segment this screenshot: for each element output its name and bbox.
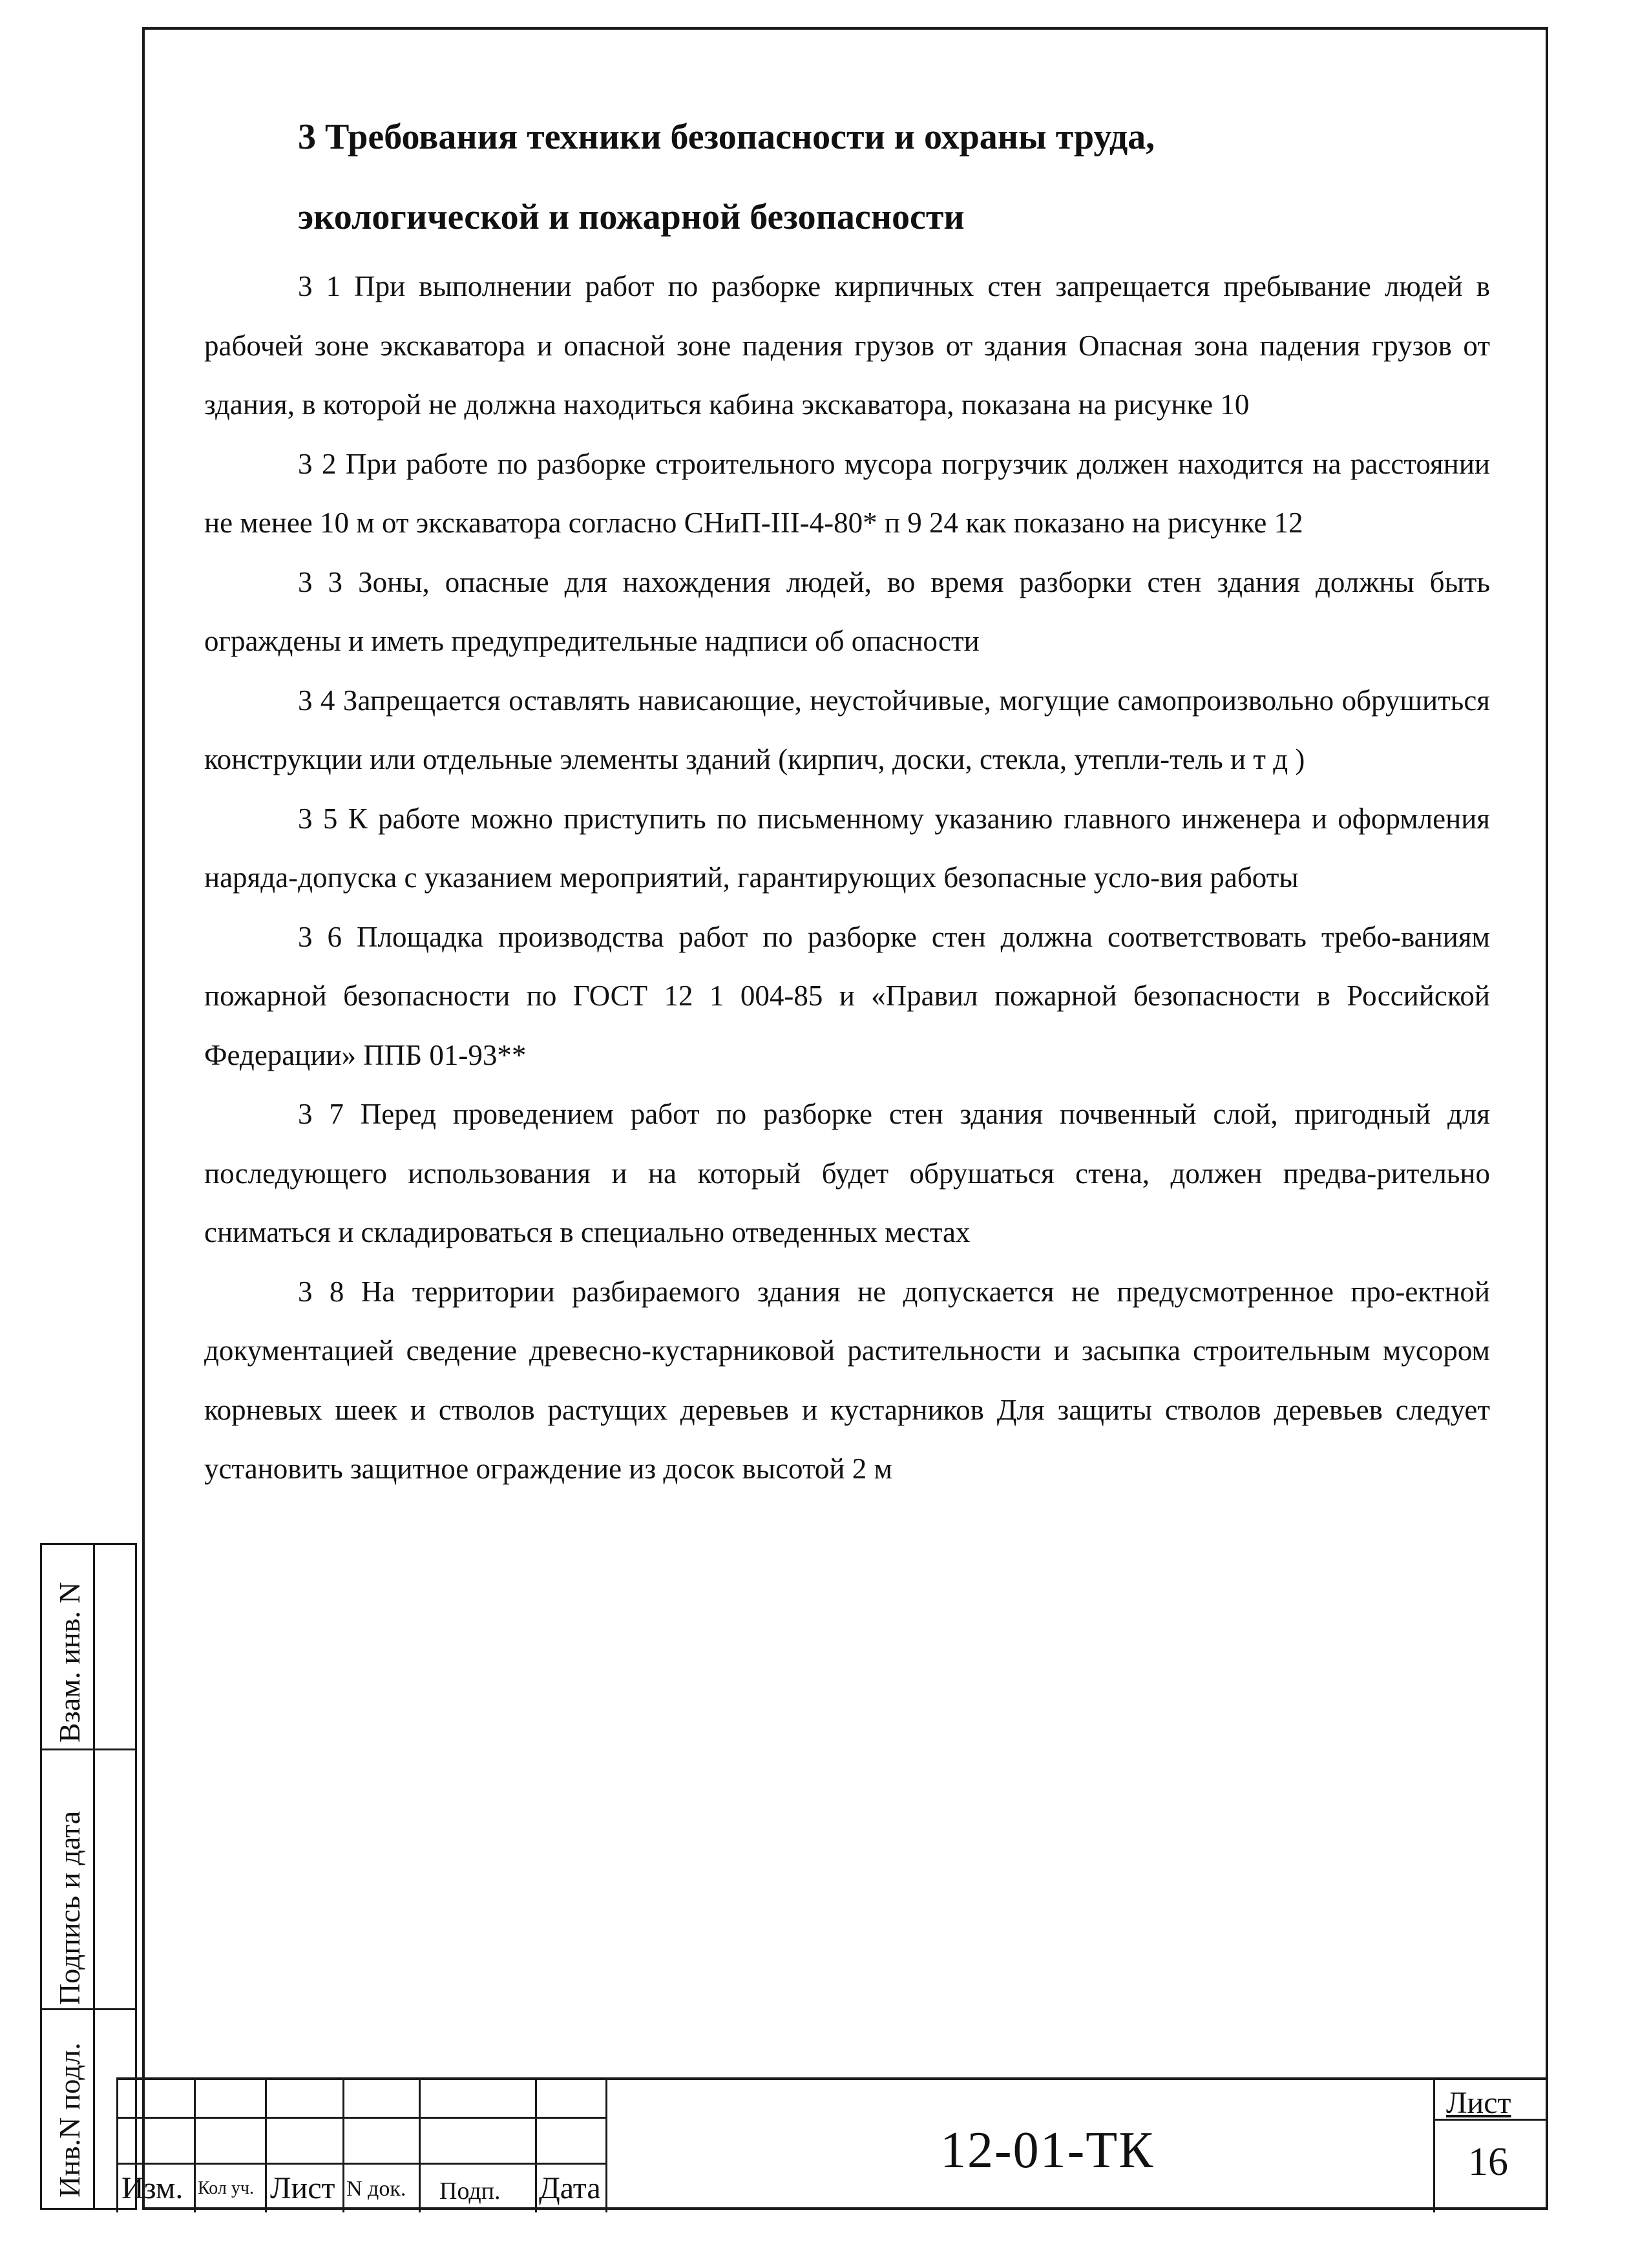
kol-uch-label: Кол уч. xyxy=(198,2178,254,2198)
title-block-left-border xyxy=(116,2080,118,2212)
column-divider xyxy=(265,2080,267,2212)
sheet-box-divider xyxy=(1433,2080,1435,2212)
column-divider xyxy=(535,2080,537,2212)
section-heading-line-1: 3 Требования техники безопасности и охраны труда, xyxy=(298,117,1155,157)
podpis-data-label: Подпись и дата xyxy=(53,1811,86,2005)
revision-row-line xyxy=(116,2117,607,2119)
column-divider xyxy=(419,2080,421,2212)
paragraph-3-7: 3 7 Перед проведением работ по разборке стен здания почвенный слой, пригодный для последующего использования и на который будет обрушаться стена, должен предва-рительно сниматься и складироваться в специально отведенных местах xyxy=(204,1098,1490,1248)
data-label: Дата xyxy=(539,2171,601,2205)
paragraph-3-4: 3 4 Запрещается оставлять нависающие, неустойчивые, могущие самопроизвольно обрушиться конструкции или отдельные элементы зданий (кирпич, доски, стекла, утепли-тель и т д ) xyxy=(204,684,1490,775)
sheet-number: 16 xyxy=(1468,2140,1508,2184)
podp-label: Подп. xyxy=(439,2178,501,2205)
paragraph-3-2: 3 2 При работе по разборке строительного мусора погрузчик должен находится на расстоянии не менее 10 м от экскаватора согласно СНиП-III-4-80* п 9 24 как показано на рисунке 12 xyxy=(204,447,1490,539)
paragraph-3-6: 3 6 Площадка производства работ по разборке стен должна соответствовать требо-ваниям пожарной безопасности по ГОСТ 12 1 004-85 и «Правил пожарной безопасности в Российской Федерации» ППБ 01-93** xyxy=(204,920,1490,1071)
list-label: Лист xyxy=(270,2171,335,2205)
document-body xyxy=(204,97,1490,1499)
paragraph-3-1: 3 1 При выполнении работ по разборке кирпичных стен запрещается пребывание людей в рабочей зоне экскаватора и опасной зоне падения грузов от здания Опасная зона падения грузов от здания, в которой не должна находиться кабина экскаватора, показана на рисунке 10 xyxy=(204,270,1490,421)
paragraph-3-8: 3 8 На территории разбираемого здания не допускается не предусмотренное про-ектной документацией сведение древесно-кустарниковой растительности и засыпка строительным мусором корневых шеек и стволов растущих деревьев и кустарников Для защиты стволов деревьев следует установить защитное ограждение из досок высотой 2 м xyxy=(204,1275,1490,1485)
sheet-label: Лист xyxy=(1446,2086,1511,2120)
vzam-inv-label: Взам. инв. N xyxy=(53,1582,86,1743)
paragraph-3-5: 3 5 К работе можно приступить по письменному указанию главного инженера и оформления наряда-допуска с указанием мероприятий, гарантирующих безопасные усло-вия работы xyxy=(204,802,1490,894)
inv-podl-label: Инв.N подл. xyxy=(53,2042,86,2198)
column-divider xyxy=(342,2080,344,2212)
izm-label: Изм. xyxy=(121,2171,184,2205)
document-code: 12-01-ТК xyxy=(940,2122,1155,2179)
title-block xyxy=(116,2077,1548,2210)
section-heading-line-2: экологической и пожарной безопасности xyxy=(298,197,965,237)
paragraph-3-3: 3 3 Зоны, опасные для нахождения людей, во время разборки стен здания должны быть ограждены и иметь предупредительные надписи об опасности xyxy=(204,565,1490,657)
revision-row-line xyxy=(116,2163,607,2165)
n-dok-label: N док. xyxy=(346,2177,406,2201)
column-divider xyxy=(605,2080,607,2212)
column-divider xyxy=(194,2080,196,2212)
